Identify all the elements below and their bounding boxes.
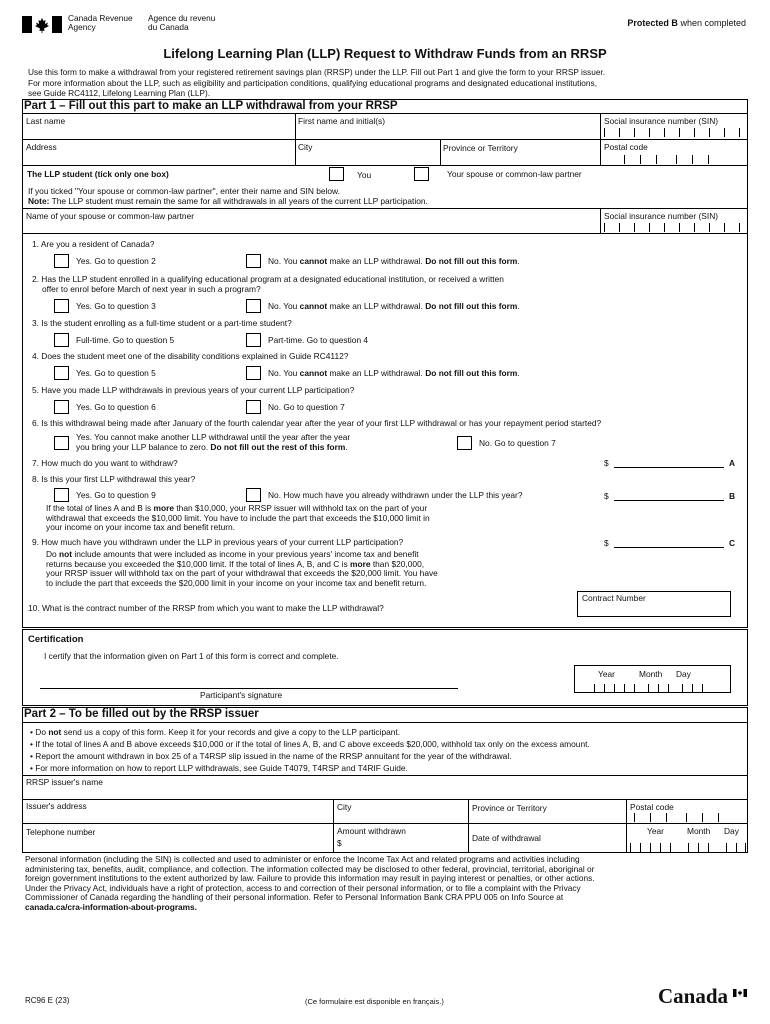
q6-no-label: No. Go to question 7 bbox=[479, 438, 556, 448]
sin-field[interactable] bbox=[604, 128, 744, 137]
q4-yes-label: Yes. Go to question 5 bbox=[76, 368, 156, 378]
issuer-address-label: Issuer's address bbox=[26, 801, 87, 811]
question-3: 3. Is the student enrolling as a full-time student or a part-time student? bbox=[32, 318, 292, 328]
agency-name-fr: Agence du revenu du Canada bbox=[148, 13, 216, 32]
q6-no-checkbox[interactable] bbox=[457, 436, 472, 450]
spouse-sin-label: Social insurance number (SIN) bbox=[604, 211, 719, 221]
q3-parttime-label: Part-time. Go to question 4 bbox=[268, 335, 369, 345]
q2-yes-checkbox[interactable] bbox=[54, 299, 69, 313]
question-1: 1. Are you a resident of Canada? bbox=[32, 239, 155, 249]
withdrawal-day-label: Day bbox=[724, 826, 739, 836]
line-c-marker: C bbox=[729, 538, 736, 548]
form-title: Lifelong Learning Plan (LLP) Request to Withdraw Funds from an RRSP bbox=[163, 46, 607, 61]
line-b-marker: B bbox=[729, 491, 736, 501]
issuer-instructions: • Do not send us a copy of this form. Keep it for your records and give a copy to the LLP participant. • If the total of lines A and B above exceeds $10,000 or if the total of lines A, B, and C above exceeds $20,000, withhold tax only on the excess amount. • Report the amount withdrawn in box 25 of a T4RSP slip issued in the name of the RRSP annuitant for the year of the withdrawal. • For more information on how to report LLP withdrawals, see Guide T4079, T4RSP and T4RIF Guide. bbox=[30, 727, 590, 773]
form-intro: Use this form to make a withdrawal from your registered retirement savings plan (RRSP) under the LLP. Fill out Part 1 and give the form to your RRSP issuer. For more information about the LLP, such as eligibility and participation conditions, qualifying educational programs and designated educational institutions, see Guide RC4112, Lifelong Learning Plan (LLP). bbox=[28, 67, 606, 98]
issuer-postal-field[interactable] bbox=[634, 813, 734, 822]
wordmark-flag-icon bbox=[733, 984, 747, 992]
q1-yes-checkbox[interactable] bbox=[54, 254, 69, 268]
line-a-field[interactable] bbox=[614, 467, 724, 468]
q5-no-checkbox[interactable] bbox=[246, 400, 261, 414]
canada-flag-icon bbox=[22, 16, 62, 33]
q8-dollar-sign: $ bbox=[604, 491, 609, 501]
question-9: 9. How much have you withdrawn under the LLP in previous years of your current LLP participation? bbox=[32, 537, 404, 547]
question-8: 8. Is this your first LLP withdrawal this year? bbox=[32, 474, 196, 484]
address-label: Address bbox=[26, 142, 57, 152]
city-label: City bbox=[298, 142, 313, 152]
cert-day-label: Day bbox=[676, 669, 691, 679]
q6-yes-label: Yes. You cannot make another LLP withdrawal until the year after the year you bring your LLP balance to zero. Do not fill out the rest of this form. bbox=[76, 432, 351, 452]
student-spouse-label: Your spouse or common-law partner bbox=[447, 169, 582, 179]
spouse-name-label: Name of your spouse or common-law partner bbox=[26, 211, 195, 221]
q4-yes-checkbox[interactable] bbox=[54, 366, 69, 380]
signature-line[interactable] bbox=[40, 688, 458, 689]
privacy-link[interactable]: canada.ca/cra-information-about-programs. bbox=[25, 901, 197, 912]
q5-yes-label: Yes. Go to question 6 bbox=[76, 402, 156, 412]
q7-dollar-sign: $ bbox=[604, 458, 609, 468]
issuer-province-label: Province or Territory bbox=[472, 803, 547, 813]
student-spouse-checkbox[interactable] bbox=[414, 167, 429, 181]
q8-yes-label: Yes. Go to question 9 bbox=[76, 490, 156, 500]
q1-yes-label: Yes. Go to question 2 bbox=[76, 256, 156, 266]
q9-dollar-sign: $ bbox=[604, 538, 609, 548]
withdrawal-month-label: Month bbox=[687, 826, 711, 836]
q2-yes-label: Yes. Go to question 3 bbox=[76, 301, 156, 311]
q8-no-checkbox[interactable] bbox=[246, 488, 261, 502]
q1-no-label: No. You cannot make an LLP withdrawal. Do not fill out this form. bbox=[268, 256, 520, 266]
q9-note: Do not include amounts that were included as income in your previous years' income tax and benefit returns because you exceeded the $10,000 limit. If the total of lines A, B, and C is more than $20,000, your RRSP issuer will withhold tax on the part of your withdrawal that exceeds the $20,000 limit. You have to include the part that exceeds the $20,000 limit in your income on your income tax and benefit return. bbox=[46, 549, 438, 588]
signature-label: Participant's signature bbox=[200, 690, 283, 700]
question-7: 7. How much do you want to withdraw? bbox=[32, 458, 178, 468]
question-10: 10. What is the contract number of the RRSP from which you want to make the LLP withdrawal? bbox=[28, 603, 384, 613]
student-you-label: You bbox=[357, 170, 372, 180]
llp-student-label: The LLP student (tick only one box) bbox=[27, 169, 169, 179]
q6-yes-checkbox[interactable] bbox=[54, 436, 69, 450]
certification-statement: I certify that the information given on Part 1 of this form is correct and complete. bbox=[44, 651, 339, 661]
question-5: 5. Have you made LLP withdrawals in previous years of your current LLP participation? bbox=[32, 385, 355, 395]
q3-fulltime-checkbox[interactable] bbox=[54, 333, 69, 347]
q3-parttime-checkbox[interactable] bbox=[246, 333, 261, 347]
agency-name-en: Canada Revenue Agency bbox=[68, 13, 133, 32]
part1-heading: Part 1 – Fill out this part to make an LLP withdrawal from your RRSP bbox=[24, 100, 398, 112]
cert-month-label: Month bbox=[639, 669, 663, 679]
line-c-field[interactable] bbox=[614, 547, 724, 548]
amount-withdrawn-label: Amount withdrawn bbox=[337, 826, 406, 836]
protected-status: Protected B when completed bbox=[627, 18, 746, 28]
q1-no-checkbox[interactable] bbox=[246, 254, 261, 268]
q8-no-label: No. How much have you already withdrawn under the LLP this year? bbox=[268, 490, 523, 500]
postal-code-label: Postal code bbox=[604, 142, 648, 152]
question-6: 6. Is this withdrawal being made after January of the fourth calendar year after the year of your first LLP withdrawal or has your repayment period started? bbox=[32, 418, 602, 428]
canada-wordmark: Canada bbox=[658, 984, 729, 1008]
q8-note: If the total of lines A and B is more than $10,000, your RRSP issuer will withhold tax on the part of your withdrawal that exceeds the $10,000 limit. You have to include the part that exceeds the $10,000 limit in your income on your income tax and benefit return. bbox=[46, 503, 430, 532]
privacy-notice: Personal information (including the SIN) is collected and used to administer or enforce the Income Tax Act and related programs and activities including administering tax, benefits, audit, compliance, and collection. The information collected may be disclosed to other federal, provincial, territorial, aboriginal or foreign government institutions to the extent authorized by law. Failure to provide this information may result in paying interest or penalties, or other actions. Under the Privacy Act, individuals have a right of protection, access to and correction of their personal information, or to file a complaint with the Privacy Commissioner of Canada regarding the handling of their personal information. Refer to Personal Information Bank CRA PPU 005 on Info Source at canada.ca/cra-information-about-programs. bbox=[25, 854, 595, 912]
cert-date-ticks bbox=[594, 684, 724, 693]
issuer-phone-label: Telephone number bbox=[26, 827, 96, 837]
withdrawal-date-field[interactable] bbox=[630, 843, 746, 852]
issuer-name-label: RRSP issuer's name bbox=[26, 777, 103, 787]
question-2: 2. Has the LLP student enrolled in a qualifying educational program at a designated educational institution, or received a written offer to enrol before March of next year in such a program? bbox=[32, 274, 504, 294]
q5-no-label: No. Go to question 7 bbox=[268, 402, 345, 412]
amount-dollar-sign: $ bbox=[337, 838, 342, 848]
form-id: RC96 E (23) bbox=[25, 996, 70, 1005]
postal-code-field[interactable] bbox=[624, 155, 724, 164]
date-withdrawal-label: Date of withdrawal bbox=[472, 833, 541, 843]
french-availability: (Ce formulaire est disponible en français.) bbox=[305, 997, 444, 1006]
spouse-sin-field[interactable] bbox=[604, 223, 744, 232]
cert-year-label: Year bbox=[598, 669, 615, 679]
student-you-checkbox[interactable] bbox=[329, 167, 344, 181]
issuer-postal-label: Postal code bbox=[630, 802, 674, 812]
q2-no-checkbox[interactable] bbox=[246, 299, 261, 313]
line-a-marker: A bbox=[729, 458, 736, 468]
first-name-label: First name and initial(s) bbox=[298, 116, 386, 126]
line-b-field[interactable] bbox=[614, 500, 724, 501]
q5-yes-checkbox[interactable] bbox=[54, 400, 69, 414]
withdrawal-year-label: Year bbox=[647, 826, 664, 836]
last-name-label: Last name bbox=[26, 116, 66, 126]
certification-heading: Certification bbox=[28, 634, 84, 645]
q8-yes-checkbox[interactable] bbox=[54, 488, 69, 502]
sin-label: Social insurance number (SIN) bbox=[604, 116, 719, 126]
q3-fulltime-label: Full-time. Go to question 5 bbox=[76, 335, 175, 345]
q4-no-label: No. You cannot make an LLP withdrawal. Do not fill out this form. bbox=[268, 368, 520, 378]
question-4: 4. Does the student meet one of the disability conditions explained in Guide RC4112? bbox=[32, 351, 349, 361]
province-label: Province or Territory bbox=[443, 143, 518, 153]
q4-no-checkbox[interactable] bbox=[246, 366, 261, 380]
student-note: Note: The LLP student must remain the same for all withdrawals in all years of the current LLP participation. bbox=[28, 196, 428, 206]
issuer-city-label: City bbox=[337, 802, 352, 812]
part2-heading: Part 2 – To be filled out by the RRSP issuer bbox=[24, 708, 259, 720]
contract-number-label: Contract Number bbox=[582, 593, 646, 603]
q2-no-label: No. You cannot make an LLP withdrawal. Do not fill out this form. bbox=[268, 301, 520, 311]
spouse-instruction: If you ticked "Your spouse or common-law partner", enter their name and SIN below. bbox=[28, 186, 340, 196]
